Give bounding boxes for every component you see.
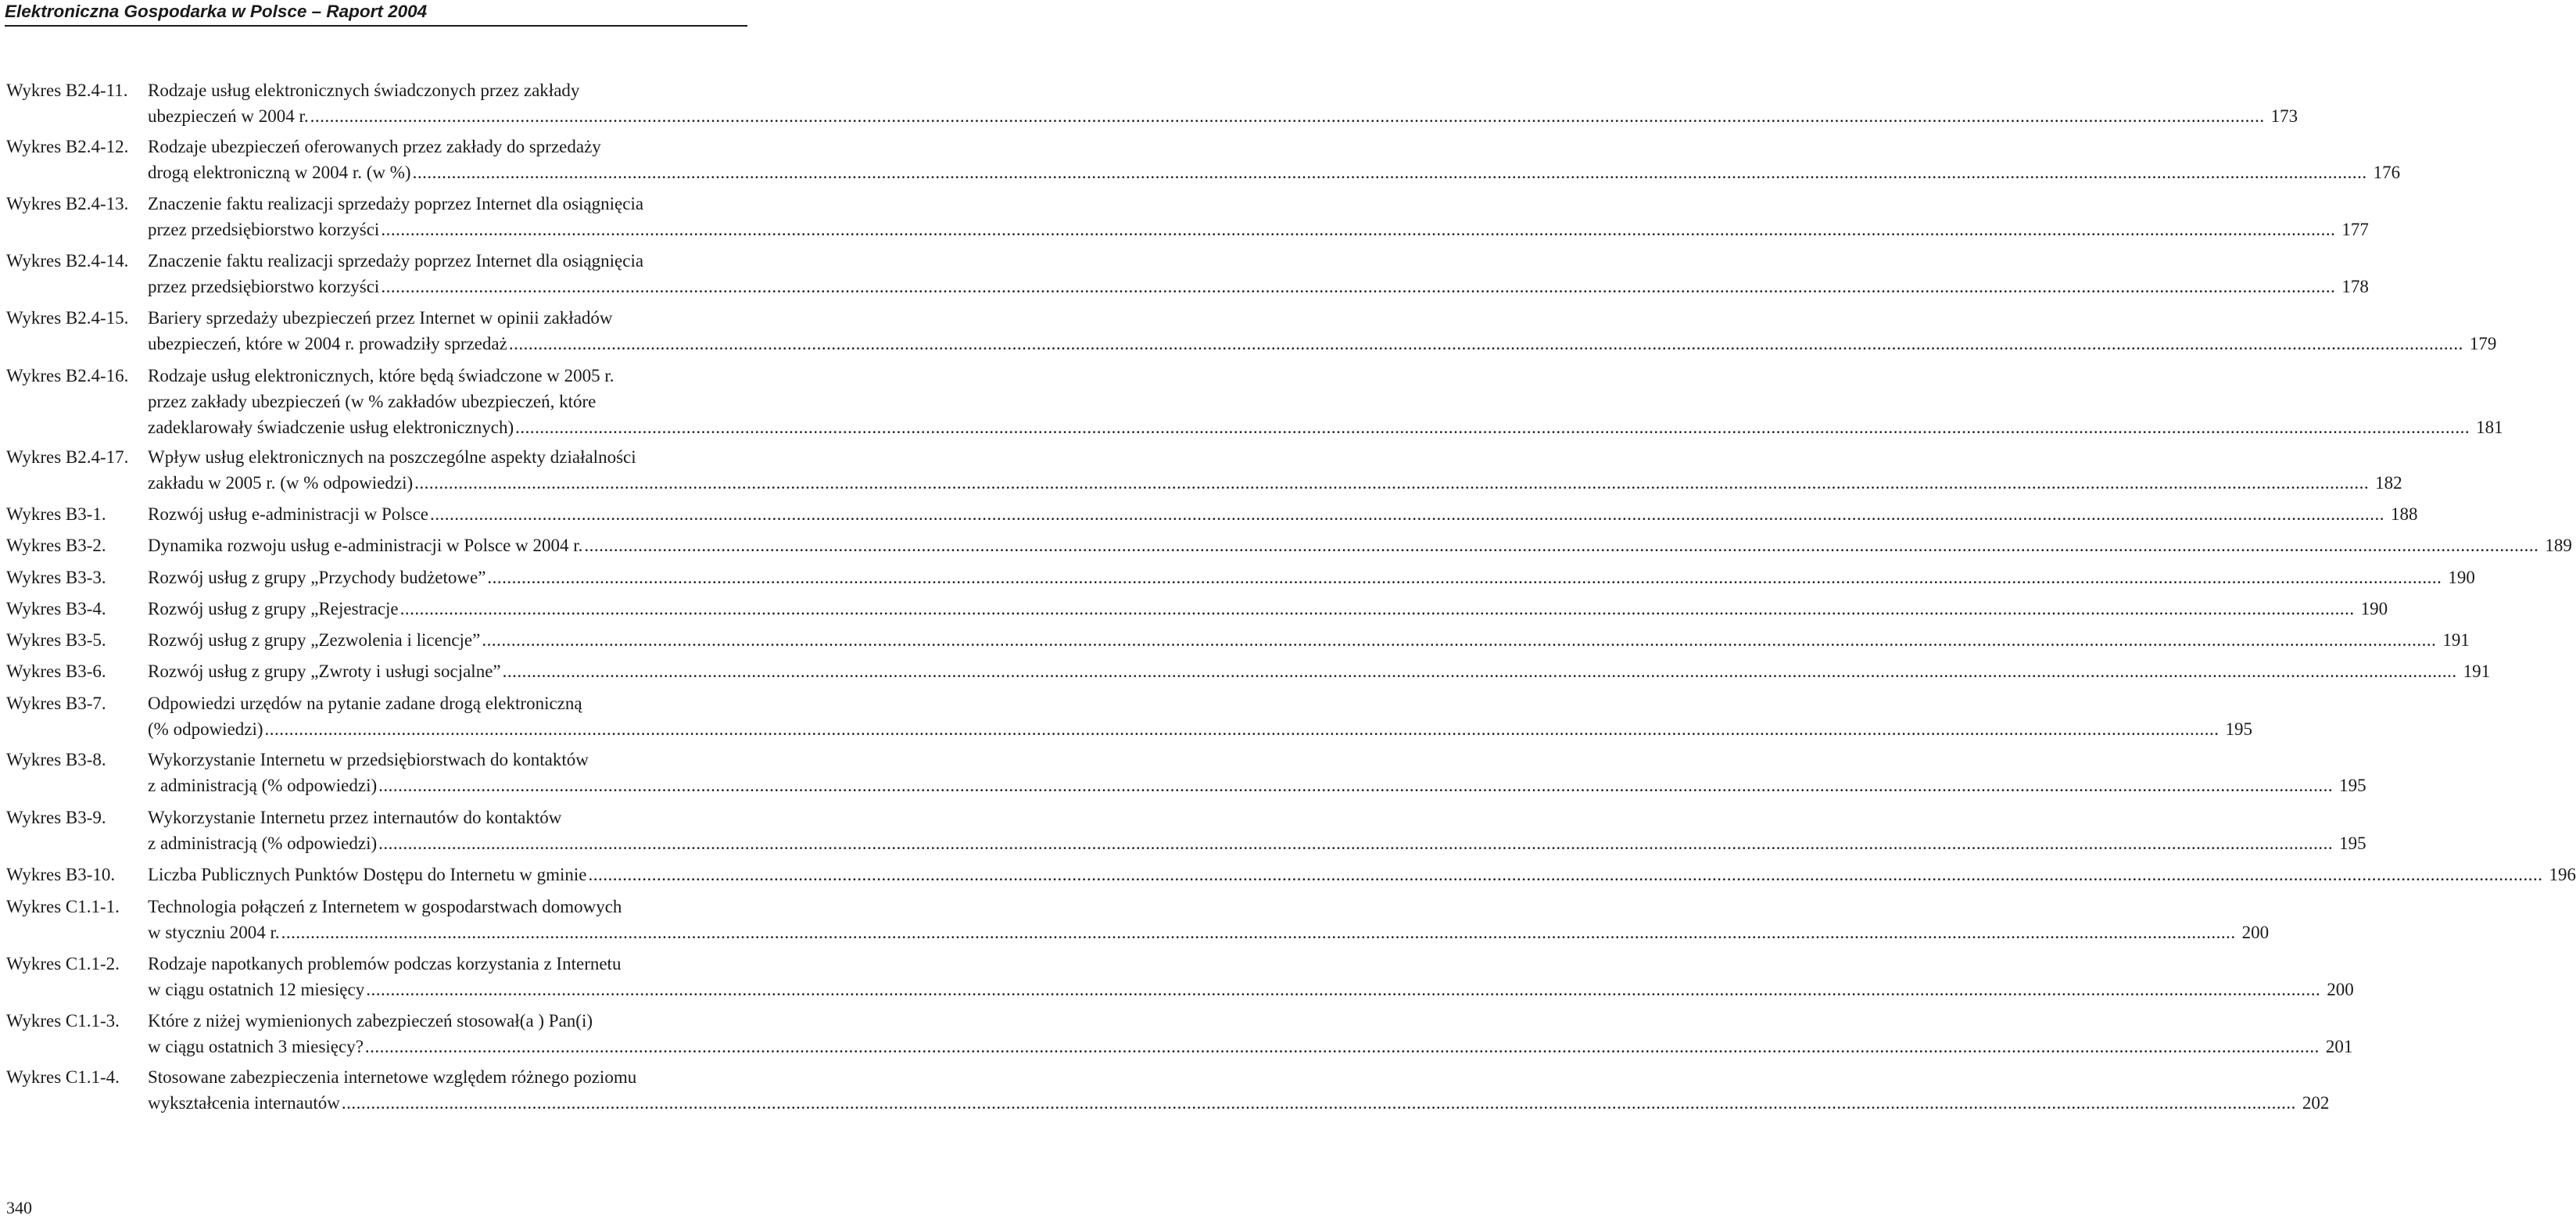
entry-label: Wykres B2.4-12. bbox=[6, 137, 129, 156]
entry-page-number[interactable]: 178 bbox=[2341, 277, 2369, 296]
entry-label: Wykres B2.4-17. bbox=[6, 447, 129, 467]
entry-title-line: Dynamika rozwoju usług e-administracji w Polsce w 2004 r. bbox=[148, 536, 583, 555]
entry-page-number[interactable]: 196 bbox=[2549, 865, 2576, 884]
entry-title-last-line bbox=[148, 333, 2497, 355]
entry-title-last-line bbox=[148, 629, 2470, 651]
entry-title-line: w styczniu 2004 r. bbox=[148, 923, 280, 942]
entry-label: Wykres B2.4-13. bbox=[6, 194, 129, 213]
dot-leader: ................................................................................................................................................................................................................................................................................................................................................................................................................ bbox=[264, 719, 2220, 739]
entry-title-line: Bariery sprzedaży ubezpieczeń przez Internet w opinii zakładów bbox=[148, 308, 613, 328]
entry-page-number[interactable]: 201 bbox=[2325, 1037, 2353, 1056]
entry-page-number[interactable]: 188 bbox=[2391, 504, 2418, 524]
entry-page-number[interactable]: 195 bbox=[2339, 834, 2366, 853]
entry-page-number[interactable]: 191 bbox=[2442, 630, 2470, 650]
entry-page-number[interactable]: 200 bbox=[2241, 923, 2270, 942]
entry-title-last-line bbox=[148, 833, 2366, 855]
dot-leader: ................................................................................................................................................................................................................................................................................................................................................................................................................ bbox=[584, 536, 2539, 555]
entry-page-number[interactable]: 195 bbox=[2225, 719, 2253, 739]
dot-leader: ................................................................................................................................................................................................................................................................................................................................................................................................................ bbox=[381, 277, 2336, 296]
entry-title-last-line bbox=[148, 417, 2503, 439]
entry-page-number[interactable]: 182 bbox=[2375, 473, 2402, 493]
entry-label: Wykres B2.4-11. bbox=[6, 81, 128, 100]
entry-title-line: ubezpieczeń, które w 2004 r. prowadziły sprzedaż bbox=[148, 334, 507, 353]
entry-label: Wykres B2.4-15. bbox=[6, 308, 129, 328]
entry-title-line: Rozwój usług z grupy „Zezwolenia i licencje” bbox=[148, 630, 481, 650]
entry-title-line: wykształcenia internautów bbox=[148, 1093, 340, 1113]
entry-title-line: przez zakłady ubezpieczeń (w % zakładów ubezpieczeń, które bbox=[148, 392, 597, 411]
entry-title-line: (% odpowiedzi) bbox=[148, 719, 263, 739]
entry-title-last-line bbox=[148, 1092, 2330, 1114]
entry-title-last-line bbox=[148, 1036, 2353, 1058]
dot-leader: ................................................................................................................................................................................................................................................................................................................................................................................................................ bbox=[412, 163, 2367, 182]
entry-label: Wykres B3-9. bbox=[6, 808, 106, 827]
entry-title-line: przez przedsiębiorstwo korzyści bbox=[148, 220, 380, 239]
entry-label: Wykres C1.1-2. bbox=[6, 954, 120, 973]
dot-leader: ................................................................................................................................................................................................................................................................................................................................................................................................................ bbox=[378, 776, 2334, 795]
entry-label: Wykres B2.4-14. bbox=[6, 251, 129, 271]
entry-title-line: Które z niżej wymienionych zabezpieczeń stosował(a ) Pan(i) bbox=[148, 1011, 593, 1031]
entry-title-line: Rodzaje usług elektronicznych, które będą świadczone w 2005 r. bbox=[148, 366, 614, 385]
dot-leader: ................................................................................................................................................................................................................................................................................................................................................................................................................ bbox=[381, 220, 2336, 239]
dot-leader: ................................................................................................................................................................................................................................................................................................................................................................................................................ bbox=[399, 599, 2355, 618]
entry-page-number[interactable]: 195 bbox=[2339, 776, 2366, 795]
entry-title-line: Odpowiedzi urzędów na pytanie zadane drogą elektroniczną bbox=[148, 694, 582, 713]
dot-leader: ................................................................................................................................................................................................................................................................................................................................................................................................................ bbox=[364, 1037, 2320, 1056]
entry-title-last-line bbox=[148, 661, 2491, 683]
entry-page-number[interactable]: 181 bbox=[2476, 418, 2503, 437]
entry-title-last-line bbox=[148, 979, 2354, 1001]
entry-title-line: Stosowane zabezpieczenia internetowe względem różnego poziomu bbox=[148, 1067, 637, 1087]
entry-title-last-line bbox=[148, 504, 2418, 525]
entry-title-line: Liczba Publicznych Punktów Dostępu do Internetu w gminie bbox=[148, 865, 587, 884]
entry-title-line: Rodzaje ubezpieczeń oferowanych przez zakłady do sprzedaży bbox=[148, 137, 601, 156]
entry-label: Wykres B2.4-16. bbox=[6, 366, 129, 385]
dot-leader: ................................................................................................................................................................................................................................................................................................................................................................................................................ bbox=[430, 504, 2384, 524]
entry-page-number[interactable]: 200 bbox=[2327, 980, 2354, 999]
entry-label: Wykres B3-8. bbox=[6, 750, 106, 769]
entry-title-line: w ciągu ostatnich 12 miesięcy bbox=[148, 980, 365, 999]
dot-leader: ................................................................................................................................................................................................................................................................................................................................................................................................................ bbox=[281, 923, 2236, 942]
entry-page-number[interactable]: 190 bbox=[2360, 599, 2388, 618]
entry-title-line: przez przedsiębiorstwo korzyści bbox=[148, 277, 380, 296]
entry-label: Wykres B3-4. bbox=[6, 599, 106, 618]
entry-page-number[interactable]: 191 bbox=[2463, 661, 2491, 681]
entry-title-line: ubezpieczeń w 2004 r. bbox=[148, 106, 309, 126]
dot-leader: ................................................................................................................................................................................................................................................................................................................................................................................................................ bbox=[502, 661, 2457, 681]
entry-page-number[interactable]: 179 bbox=[2469, 334, 2497, 353]
entry-title-last-line bbox=[148, 535, 2572, 557]
entry-title-last-line bbox=[148, 567, 2475, 589]
entry-label: Wykres B3-2. bbox=[6, 536, 106, 555]
dot-leader: ................................................................................................................................................................................................................................................................................................................................................................................................................ bbox=[588, 865, 2543, 884]
entry-label: Wykres B3-7. bbox=[6, 694, 106, 713]
entry-title-line: Rozwój usług e-administracji w Polsce bbox=[148, 504, 428, 524]
entry-label: Wykres C1.1-4. bbox=[6, 1067, 120, 1087]
dot-leader: ................................................................................................................................................................................................................................................................................................................................................................................................................ bbox=[508, 334, 2463, 353]
dot-leader: ................................................................................................................................................................................................................................................................................................................................................................................................................ bbox=[414, 473, 2370, 493]
entry-title-line: z administracją (% odpowiedzi) bbox=[148, 776, 378, 795]
entry-title-line: Wykorzystanie Internetu przez internautów do kontaktów bbox=[148, 808, 562, 827]
entry-label: Wykres B3-5. bbox=[6, 630, 106, 650]
dot-leader: ................................................................................................................................................................................................................................................................................................................................................................................................................ bbox=[487, 568, 2442, 587]
entry-title-line: Rozwój usług z grupy „Zwroty i usługi socjalne” bbox=[148, 661, 501, 681]
entry-title-line: Wykorzystanie Internetu w przedsiębiorstwach do kontaktów bbox=[148, 750, 589, 769]
dot-leader: ................................................................................................................................................................................................................................................................................................................................................................................................................ bbox=[378, 834, 2334, 853]
entry-title-line: Wpływ usług elektronicznych na poszczególne aspekty działalności bbox=[148, 447, 636, 467]
dot-leader: ................................................................................................................................................................................................................................................................................................................................................................................................................ bbox=[341, 1093, 2296, 1113]
entry-page-number[interactable]: 173 bbox=[2270, 106, 2298, 126]
entry-title-line: Rozwój usług z grupy „Przychody budżetowe” bbox=[148, 568, 486, 587]
entry-page-number[interactable]: 190 bbox=[2448, 568, 2475, 587]
entry-title-last-line bbox=[148, 775, 2366, 797]
entry-page-number[interactable]: 177 bbox=[2341, 220, 2369, 239]
entry-page-number[interactable]: 189 bbox=[2545, 536, 2572, 555]
dot-leader: ................................................................................................................................................................................................................................................................................................................................................................................................................ bbox=[515, 418, 2470, 437]
dot-leader: ................................................................................................................................................................................................................................................................................................................................................................................................................ bbox=[482, 630, 2437, 650]
dot-leader: ................................................................................................................................................................................................................................................................................................................................................................................................................ bbox=[310, 106, 2265, 126]
entry-title-last-line bbox=[148, 864, 2576, 886]
entry-title-line: Znaczenie faktu realizacji sprzedaży poprzez Internet dla osiągnięcia bbox=[148, 251, 644, 271]
entry-title-line: Technologia połączeń z Internetem w gospodarstwach domowych bbox=[148, 897, 622, 916]
entry-title-last-line bbox=[148, 106, 2298, 127]
entry-title-line: w ciągu ostatnich 3 miesięcy? bbox=[148, 1037, 364, 1056]
entry-title-line: Znaczenie faktu realizacji sprzedaży poprzez Internet dla osiągnięcia bbox=[148, 194, 644, 213]
entry-label: Wykres B3-1. bbox=[6, 504, 106, 524]
entry-page-number[interactable]: 176 bbox=[2373, 163, 2401, 182]
entry-title-line: Rozwój usług z grupy „Rejestracje bbox=[148, 599, 399, 618]
entry-title-last-line bbox=[148, 276, 2369, 298]
entry-title-line: Rodzaje napotkanych problemów podczas korzystania z Internetu bbox=[148, 954, 622, 973]
entry-title-last-line bbox=[148, 922, 2270, 944]
dot-leader: ................................................................................................................................................................................................................................................................................................................................................................................................................ bbox=[366, 980, 2321, 999]
entry-title-last-line bbox=[148, 719, 2253, 740]
entry-label: Wykres C1.1-3. bbox=[6, 1011, 120, 1031]
entry-title-last-line bbox=[148, 598, 2388, 620]
entry-label: Wykres C1.1-1. bbox=[6, 897, 120, 916]
entry-title-line: Rodzaje usług elektronicznych świadczonych przez zakłady bbox=[148, 81, 580, 100]
running-header: Elektroniczna Gospodarka w Polsce – Raport 2004 bbox=[5, 0, 747, 27]
entry-title-line: zakładu w 2005 r. (w % odpowiedzi) bbox=[148, 473, 414, 493]
entry-label: Wykres B3-10. bbox=[6, 865, 116, 884]
entry-label: Wykres B3-3. bbox=[6, 568, 106, 587]
entry-title-line: zadeklarowały świadczenie usług elektronicznych) bbox=[148, 418, 514, 437]
entry-title-last-line bbox=[148, 162, 2401, 184]
entry-label: Wykres B3-6. bbox=[6, 661, 106, 681]
entry-title-line: drogą elektroniczną w 2004 r. (w %) bbox=[148, 163, 411, 182]
entry-title-line: z administracją (% odpowiedzi) bbox=[148, 834, 378, 853]
page-number: 340 bbox=[6, 1198, 32, 1217]
entry-title-last-line bbox=[148, 472, 2402, 494]
entry-page-number[interactable]: 202 bbox=[2302, 1093, 2330, 1113]
entry-title-last-line bbox=[148, 219, 2369, 241]
